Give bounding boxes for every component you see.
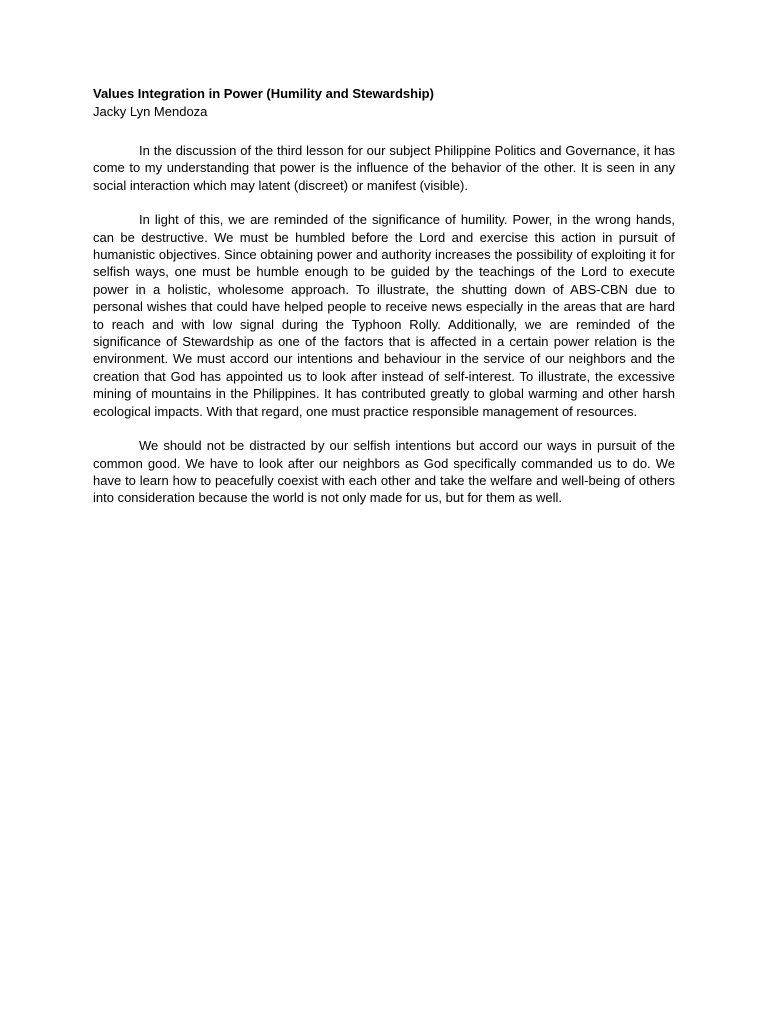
document-body [93,85,675,524]
paragraph-3: We should not be distracted by our selfish intentions but accord our ways in pursuit of the common good. We have to look after our neighbors as God specifically commanded us to do. We have to learn how to peacefully coexist with each other and take the welfare and well-being of others into consideration because the world is not only made for us, but for them as well. [93,438,675,506]
document-author: Jacky Lyn Mendoza [93,104,208,119]
document-title: Values Integration in Power (Humility and Stewardship) [93,86,434,101]
paragraph-1: In the discussion of the third lesson for our subject Philippine Politics and Governance, it has come to my understanding that power is the influence of the behavior of the other. It is seen in any social interaction which may latent (discreet) or manifest (visible). [93,143,675,193]
paragraph-2: In light of this, we are reminded of the significance of humility. Power, in the wrong hands, can be destructive. We must be humbled before the Lord and exercise this action in pursuit of humanistic objectives. Since obtaining power and authority increases the possibility of exploiting it for selfish ways, one must be humble enough to be guided by the teachings of the Lord to execute power in a holistic, wholesome approach. To illustrate, the shutting down of ABS-CBN due to personal wishes that could have helped people to receive news especially in the areas that are hard to reach and with low signal during the Typhoon Rolly. Additionally, we are reminded of the significance of Stewardship as one of the factors that is affected in a certain power relation is the environment. We must accord our intentions and behaviour in the service of our neighbors and the creation that God has appointed us to look after instead of self-interest. To illustrate, the excessive mining of mountains in the Philippines. It has contributed greatly to global warming and other harsh ecological impacts. With that regard, one must practice responsible management of resources. [93,212,675,419]
